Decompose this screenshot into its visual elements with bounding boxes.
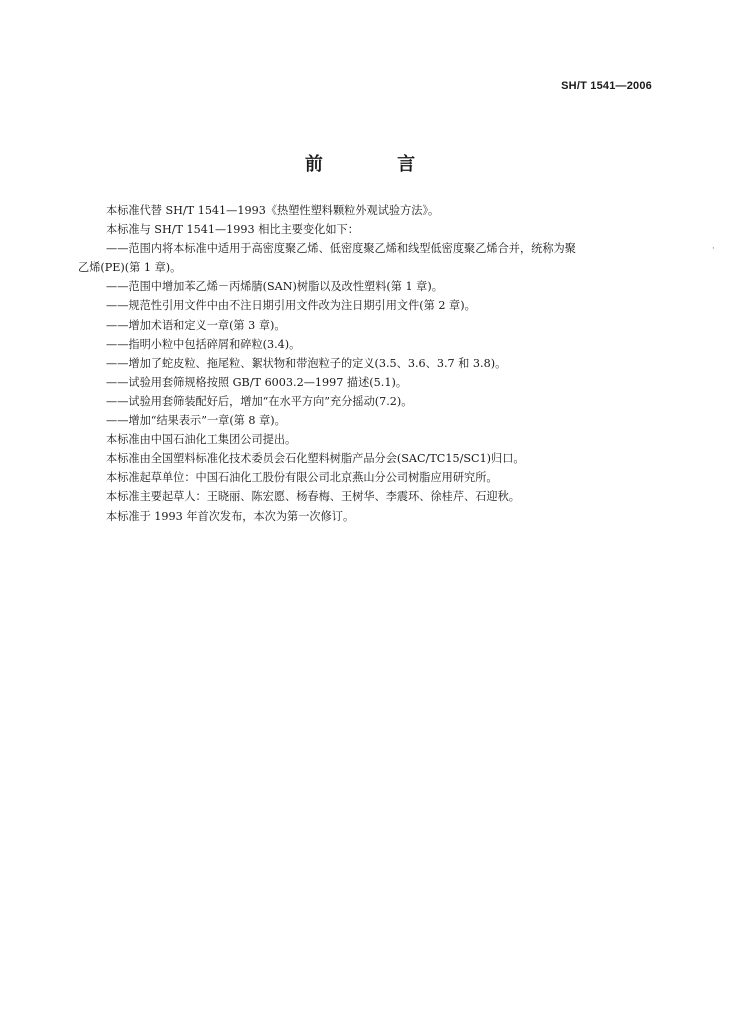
paragraph-line: 乙烯(PE)(第 1 章)。 [78,261,182,275]
paragraph-line: ——指明小粒中包括碎屑和碎粒(3.4)。 [106,337,301,351]
paragraph-line: 本标准起草单位：中国石油化工股份有限公司北京燕山分公司树脂应用研究所。 [106,471,498,485]
paragraph-line: ——范围中增加苯乙烯－丙烯腈(SAN)树脂以及改性塑料(第 1 章)。 [106,280,443,294]
paragraph-line: 本标准由中国石油化工集团公司提出。 [106,433,297,447]
paragraph-line: 本标准于 1993 年首次发布，本次为第一次修订。 [106,509,355,523]
foreword-body [78,201,684,526]
paragraph-line: ——增加术语和定义一章(第 3 章)。 [106,318,286,332]
scan-artifact: · [712,244,715,254]
paragraph-line: 本标准与 SH/T 1541—1993 相比主要变化如下： [106,223,359,237]
paragraph-line: ——增加“结果表示”一章(第 8 章)。 [106,414,286,428]
paragraph-line: 本标准由全国塑料标准化技术委员会石化塑料树脂产品分会(SAC/TC15/SC1)归口。 [106,452,525,466]
paragraph-line: 本标准主要起草人：王晓丽、陈宏愿、杨春梅、王树华、李震环、徐桂芹、石迎秋。 [106,490,520,504]
paragraph-line: ——试验用套筛规格按照 GB/T 6003.2—1997 描述(5.1)。 [106,375,408,389]
document-code: SH/T 1541—2006 [561,80,652,92]
paragraph-line: ——增加了蛇皮粒、拖尾粒、絮状物和带泡粒子的定义(3.5、3.6、3.7 和 3.8)。 [106,356,507,370]
paragraph-line: ——范围内将本标准中适用于高密度聚乙烯、低密度聚乙烯和线型低密度聚乙烯合并，统称为聚 [106,242,576,256]
page-title: 前 言 [304,154,450,175]
paragraph-line: 本标准代替 SH/T 1541—1993《热塑性塑料颗粒外观试验方法》。 [106,204,440,217]
paragraph-line: ——试验用套筛装配好后，增加“在水平方向”充分摇动(7.2)。 [106,394,413,408]
paragraph-line: ——规范性引用文件中由不注日期引用文件改为注日期引用文件(第 2 章)。 [106,299,476,313]
